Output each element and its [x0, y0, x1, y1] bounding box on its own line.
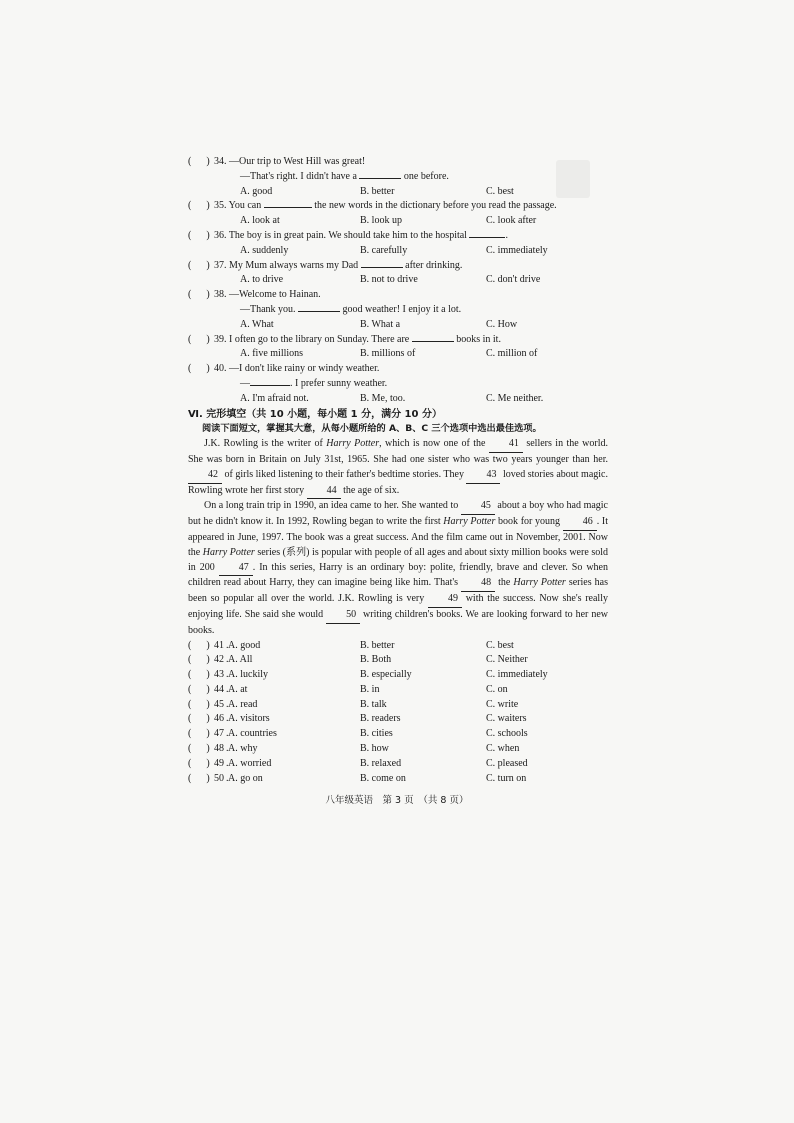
cloze-question-50: ( ) 50 . A. go on B. come on C. turn on — [188, 772, 608, 787]
answer-blank — [298, 311, 340, 312]
answer-bracket[interactable]: ( ) — [188, 713, 210, 725]
answer-blank — [361, 267, 403, 268]
blank-43: 43 — [466, 468, 500, 484]
answer-bracket[interactable]: ( ) — [188, 743, 210, 755]
answer-bracket[interactable]: ( ) — [188, 772, 210, 784]
passage-paragraph-1: J.K. Rowling is the writer of Harry Potter, which is now one of the 41 sellers in the world. She was born in Britain on July 31st, 1965. She had one sister who was two years younger than her. 42 of girls liked listening to their father's bedtime stories. They 43 loved stories about magic. Rowling wrote her first story 44 the age of six. — [188, 437, 608, 499]
answer-blank — [469, 237, 505, 238]
answer-blank — [264, 207, 312, 208]
blank-47: 47 — [219, 561, 253, 577]
answer-bracket[interactable]: ( ) — [188, 259, 210, 271]
blank-48: 48 — [461, 576, 495, 592]
answer-blank — [359, 178, 401, 179]
section-instruction: 阅读下面短文，掌握其大意，从每小题所给的 A、B、C 三个选项中选出最佳选项。 — [202, 423, 542, 435]
answer-bracket[interactable]: ( ) — [188, 333, 210, 345]
cloze-passage — [188, 437, 608, 638]
answer-bracket[interactable]: ( ) — [188, 229, 210, 241]
answer-bracket[interactable]: ( ) — [188, 639, 210, 651]
answer-bracket[interactable]: ( ) — [188, 289, 210, 301]
blank-44: 44 — [307, 484, 341, 500]
section-title: Ⅵ. 完形填空（共 10 小题，每小题 1 分，满分 10 分） — [188, 408, 442, 420]
answer-blank — [250, 385, 290, 386]
answer-bracket[interactable]: ( ) — [188, 669, 210, 681]
cloze-question-47: ( ) 47 . A. countries B. cities C. schools — [188, 727, 608, 742]
question-38: ( ) 38. —Welcome to Hainan. —Thank you. good weather! I enjoy it a lot. A. What B. What a C. How — [188, 289, 518, 330]
question-36: ( ) 36. The boy is in great pain. We should take him to the hospital . A. suddenly B. carefully C. immediately — [188, 229, 548, 256]
blank-42: 42 — [188, 468, 222, 484]
cloze-question-41: ( ) 41 . A. good B. better C. best — [188, 639, 608, 654]
cloze-question-42: ( ) 42 . A. All B. Both C. Neither — [188, 653, 608, 668]
cloze-question-48: ( ) 48 . A. why B. how C. when — [188, 742, 608, 757]
cloze-question-46: ( ) 46 . A. visitors B. readers C. waiters — [188, 712, 608, 727]
cloze-options — [188, 639, 608, 787]
blank-45: 45 — [461, 499, 495, 515]
question-34: ( ) 34. —Our trip to West Hill was great! —That's right. I didn't have a one before. A. good B. better C. best — [188, 156, 514, 197]
answer-bracket[interactable]: ( ) — [188, 654, 210, 666]
answer-blank — [412, 341, 454, 342]
page-content — [188, 155, 608, 786]
cloze-question-43: ( ) 43 . A. luckily B. especially C. immediately — [188, 668, 608, 683]
answer-bracket[interactable]: ( ) — [188, 698, 210, 710]
answer-bracket[interactable]: ( ) — [188, 156, 210, 167]
question-37: ( ) 37. My Mum always warns my Dad after drinking. A. to drive B. not to drive C. don't drive — [188, 259, 541, 286]
answer-bracket[interactable]: ( ) — [188, 757, 210, 769]
blank-50: 50 — [326, 608, 360, 624]
passage-paragraph-2: On a long train trip in 1990, an idea came to her. She wanted to 45 about a boy who had magic but he didn't know it. In 1992, Rowling began to write the first Harry Potter book for young 46 . It appeared in June, 1997. The book was a great success. And the film came out in November, 2001. Now the Harry Potter series (系列) is popular with people of all ages and about sixty million books were sold in 200 47 . In this series, Harry is an ordinary boy: polite, friendly, brave and clever. So when children read about Harry, they can imagine being like him. That's 48 the Harry Potter series has been so popular all over the world. J.K. Rowling is very 49 with the success. Now she's really enjoying life. She said she would 50 writing children's books. We are looking forward to her new books. — [188, 500, 608, 636]
blank-49: 49 — [428, 592, 462, 608]
question-35: ( ) 35. You can the new words in the dictionary before you read the passage. A. look at B. look up C. look after — [188, 200, 557, 227]
blank-41: 41 — [489, 437, 523, 453]
cloze-question-49: ( ) 49 . A. worried B. relaxed C. pleased — [188, 757, 608, 772]
cloze-question-45: ( ) 45 . A. read B. talk C. write — [188, 698, 608, 713]
page-footer: 八年级英语 第 3 页 （共 8 页） — [325, 795, 469, 806]
answer-bracket[interactable]: ( ) — [188, 728, 210, 740]
question-39: ( ) 39. I often go to the library on Sunday. There are books in it. A. five millions B. millions of C. million of — [188, 333, 538, 360]
answer-bracket[interactable]: ( ) — [188, 363, 210, 375]
cloze-question-44: ( ) 44 . A. at B. in C. on — [188, 683, 608, 698]
answer-bracket[interactable]: ( ) — [188, 683, 210, 695]
blank-46: 46 — [563, 515, 597, 531]
answer-bracket[interactable]: ( ) — [188, 200, 210, 212]
question-40: ( ) 40. —I don't like rainy or windy weather. — . I prefer sunny weather. A. I'm afraid not. B. Me, too. C. Me neither. — [188, 363, 544, 404]
